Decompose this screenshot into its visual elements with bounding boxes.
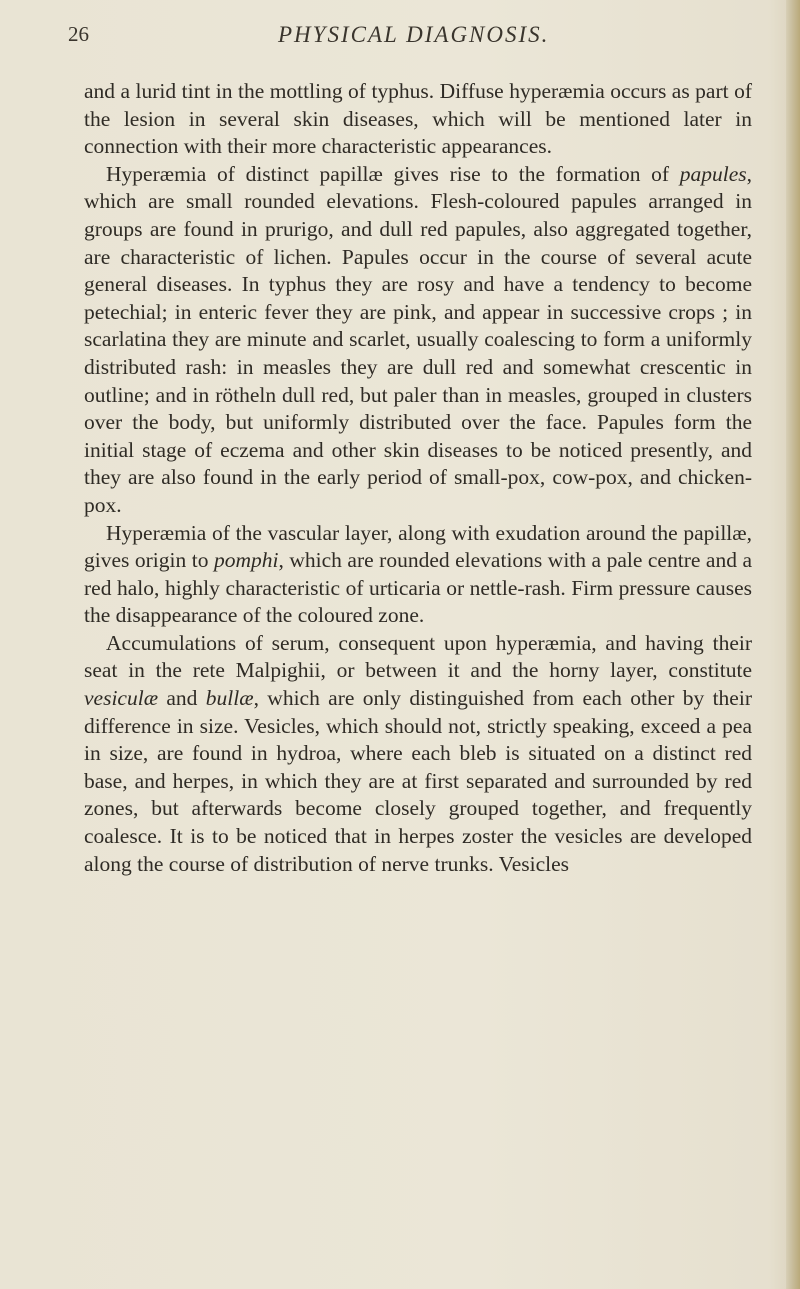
term-vesiculae: vesiculæ: [84, 686, 159, 711]
paragraph-text: Accumulations of serum, consequent upon hyperæmia, and having their seat in the rete Malpighii, or between it and the horny layer, constitute: [84, 630, 752, 683]
paragraph-text: , which are small rounded elevations. Flesh-coloured papules arranged in groups are found in prurigo, and dull red papules, also aggregated together, are characteristic of lichen. Papules occur in the course of several acute general diseases. In typhus they are rosy and have a tendency to become petechial; in enteric fever they are pink, and appear in successive crops ; in scarlatina they are minute and scarlet, usually coalescing to form a uniformly distributed rash: in measles they are dull red and somewhat crescentic in outline; and in rötheln dull red, but paler than in measles, grouped in clusters over the body, but uniformly distributed over the face. Papules form the initial stage of eczema and other skin diseases to be noticed presently, and they are also found in the early period of small-pox, cow-pox, and chicken-pox.: [84, 161, 752, 517]
paragraph-text: and: [158, 686, 206, 711]
paragraph-text: Hyperæmia of the vascular layer, along with exudation around the papillæ, gives origin to: [84, 520, 752, 573]
paragraph: [84, 520, 752, 630]
term-bullae: bullæ: [205, 686, 254, 711]
body-text: [84, 78, 752, 878]
paragraph: [84, 161, 752, 520]
page-edge-shadow: [786, 0, 800, 1289]
paragraph-text: , which are rounded elevations with a pale centre and a red halo, highly characteristic of urticaria or nettle-rash. Firm pressure causes the disappearance of the coloured zone.: [84, 548, 752, 628]
page-number: 26: [68, 22, 89, 46]
term-pomphi: pomphi: [213, 548, 279, 573]
paragraph: [84, 630, 752, 878]
paragraph-text: , which are only distinguished from each other by their difference in size. Vesicles, which should not, strictly speaking, exceed a pea in size, are found in hydroa, where each bleb is situated on a distinct red base, and herpes, in which they are at first separated and surrounded by red zones, but afterwards become closely grouped together, and frequently coalesce. It is to be noticed that in herpes zoster the vesicles are developed along the course of distribution of nerve trunks. Vesicles: [84, 686, 752, 876]
page-header: [68, 22, 718, 58]
paragraph-text: and a lurid tint in the mottling of typhus. Diffuse hyperæmia occurs as part of the lesion in several skin diseases, which will be mentioned later in connection with their more characteristic appearances.: [84, 79, 752, 159]
term-papules: papules: [679, 161, 747, 186]
paragraph-text: Hyperæmia of distinct papillæ gives rise to the formation of: [106, 161, 680, 186]
paragraph: [84, 78, 752, 161]
running-head: PHYSICAL DIAGNOSIS.: [278, 22, 550, 47]
